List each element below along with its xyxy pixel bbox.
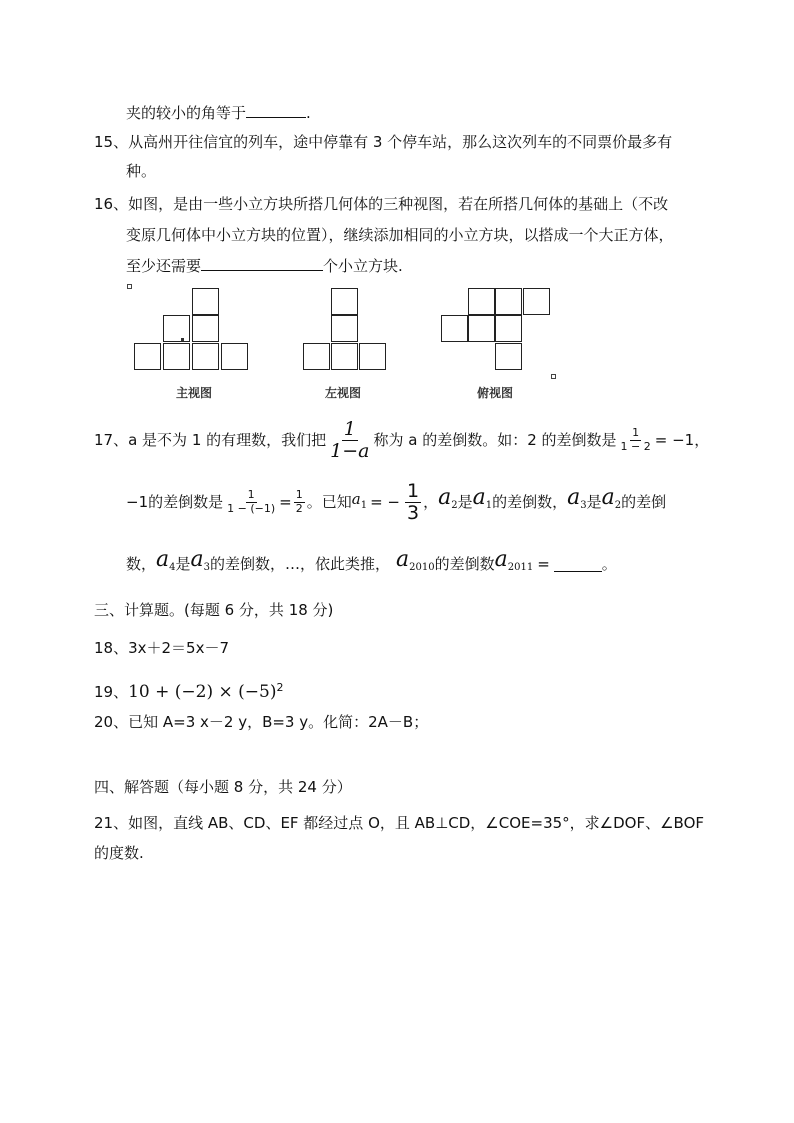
marker-square (127, 284, 132, 289)
q15-text: 从高州开往信宜的列车，途中停靠有 3 个停车站，那么这次列车的不同票价最多有 (128, 133, 673, 151)
fraction-denominator: 1 − (−1) (227, 501, 276, 515)
word-is: 是 (586, 493, 602, 511)
dot-mark (181, 338, 184, 341)
grid-cell (441, 315, 468, 342)
grid-cell (134, 343, 161, 370)
var-letter: a (438, 485, 452, 510)
fraction-numerator: 1 (295, 488, 303, 502)
q17-number: 17、 (94, 431, 129, 449)
q16-text3a: 至少还需要 (126, 257, 202, 275)
q18-number: 18、 (94, 639, 129, 657)
fraction-example (619, 427, 653, 452)
fraction-third (405, 481, 421, 524)
q15-text2: 种。 (126, 162, 157, 180)
q16-line3 (126, 256, 403, 276)
var-letter: a (472, 485, 486, 510)
subscript: 3 (203, 562, 211, 573)
fraction-1-over-1-minus-a (328, 419, 371, 462)
q21-number: 21、 (94, 814, 129, 832)
fraction-half (294, 489, 305, 514)
fraction-numerator: 1 (343, 417, 356, 440)
subscript: 1 (485, 500, 493, 511)
q17-text4: −1的差倒数是 (126, 493, 224, 511)
q17-text10: 的差倒数 (434, 555, 495, 573)
q16-text1: 如图，是由一些小立方块所搭几何体的三种视图，若在所搭几何体的基础上（不改 (128, 195, 669, 213)
var-letter: a (567, 485, 581, 510)
q16-line1 (94, 194, 668, 214)
section3-title: 三、计算题。(每题 6 分，共 18 分) (94, 601, 334, 619)
fraction-numerator: 1 (247, 488, 255, 502)
grid-cell (331, 288, 358, 315)
q15-line1 (94, 132, 672, 152)
q14-end: . (306, 104, 311, 122)
q15-number: 15、 (94, 133, 129, 151)
subscript: 3 (580, 500, 587, 511)
fraction-denominator: 2 (295, 501, 303, 515)
grid-cell (192, 315, 219, 342)
q19-expression: 10 + (−2) × (−5) (128, 682, 277, 702)
section4-title: 四、解答题（每小题 8 分，共 24 分） (94, 778, 352, 796)
q17-text9: 的差倒数，…，依此类推， (210, 555, 391, 573)
q20-line (94, 712, 428, 732)
grid-cell (495, 343, 522, 370)
q18-line (94, 638, 229, 658)
q14-tail (126, 103, 311, 123)
q21-line2 (94, 843, 144, 863)
var-letter: a (396, 547, 410, 572)
equals-sign: = (279, 493, 292, 511)
q17-line1 (94, 414, 709, 466)
fraction-denominator: 1 − 2 (620, 439, 651, 453)
var-a2 (438, 485, 458, 516)
subscript: 2 (451, 500, 458, 511)
period: 。 (601, 555, 617, 573)
grid-cell (523, 288, 550, 315)
subscript: 2010 (409, 562, 435, 573)
var-a3 (567, 485, 587, 516)
grid-cell (221, 343, 248, 370)
q17-text2: 称为 a 的差倒数。如：2 的差倒数是 (373, 431, 617, 449)
var-letter: a (351, 489, 361, 508)
word-is: 是 (175, 555, 191, 573)
equals-sign: = (537, 555, 550, 573)
fraction-numerator: 1 (632, 426, 640, 440)
q21-text1: 如图，直线 AB、CD、EF 都经过点 O，且 AB⊥CD，∠COE=35°，求∠DOF、∠BOF (128, 814, 704, 832)
front-view-caption: 主视图 (176, 386, 213, 400)
fraction-numerator: 1 (406, 479, 420, 502)
q21-text2: 的度数. (94, 844, 144, 862)
fraction-denominator: 3 (406, 501, 420, 524)
var-a4 (156, 547, 176, 578)
var-a2010 (396, 547, 435, 578)
q17-text1: a 是不为 1 的有理数，我们把 (128, 431, 327, 449)
q21-line1 (94, 813, 704, 833)
q17-text7: 的差倒 (621, 493, 667, 511)
left-view-caption: 左视图 (325, 386, 362, 400)
var-a2011 (494, 547, 534, 578)
q18-expression: 3x＋2＝5x－7 (128, 639, 230, 657)
fraction-denominator: 1−a (330, 439, 370, 462)
word-is: 是 (457, 493, 473, 511)
answer-blank[interactable] (554, 557, 602, 572)
subscript: 2011 (507, 562, 534, 573)
q16-text3b: 个小立方块. (323, 257, 403, 275)
subscript: 2 (614, 500, 622, 511)
grid-cell (303, 343, 330, 370)
marker-square (551, 374, 556, 379)
grid-cell (468, 315, 495, 342)
q17-line2 (126, 478, 666, 526)
q17-text8: 数， (126, 555, 157, 573)
grid-cell (495, 315, 522, 342)
grid-cell (163, 343, 190, 370)
var-letter: a (190, 547, 204, 572)
comma: ， (423, 493, 439, 511)
q19-exponent: 2 (276, 681, 284, 694)
answer-blank[interactable] (201, 256, 323, 271)
grid-cell (331, 315, 358, 342)
q16-number: 16、 (94, 195, 129, 213)
var-letter: a (156, 547, 170, 572)
q16-text2: 变原几何体中小立方块的位置），继续添加相同的小立方块，以搭成一个大正方体， (126, 226, 674, 244)
q20-text: 已知 A=3 x－2 y，B=3 y。化简：2A－B； (128, 713, 429, 731)
q17-line3 (126, 544, 617, 584)
q19-number: 19、 (94, 683, 129, 701)
q14-text: 夹的较小的角等于 (126, 104, 247, 122)
q17-text5: 。已知 (306, 493, 352, 511)
subscript: 1 (360, 499, 368, 511)
subscript: 4 (169, 562, 176, 573)
grid-cell (495, 288, 522, 315)
q20-number: 20、 (94, 713, 129, 731)
var-a3-big (190, 547, 211, 578)
fraction-neg1 (225, 489, 277, 514)
var-a1-big (472, 485, 493, 516)
q17-text3: = −1， (654, 431, 710, 449)
top-view-caption: 俯视图 (477, 386, 514, 400)
var-a1 (352, 489, 367, 516)
grid-cell (331, 343, 358, 370)
q15-line2 (126, 161, 156, 181)
var-letter: a (494, 547, 508, 572)
grid-cell (192, 343, 219, 370)
q19-line (94, 678, 283, 702)
q17-text6: 的差倒数， (492, 493, 568, 511)
grid-cell (468, 288, 495, 315)
grid-cell (192, 288, 219, 315)
var-letter: a (601, 485, 615, 510)
var-a2-big (601, 485, 622, 516)
q16-line2 (126, 225, 674, 245)
grid-cell (359, 343, 386, 370)
equals-neg: = − (370, 493, 400, 511)
answer-blank[interactable] (246, 103, 306, 118)
grid-cell (163, 315, 190, 342)
